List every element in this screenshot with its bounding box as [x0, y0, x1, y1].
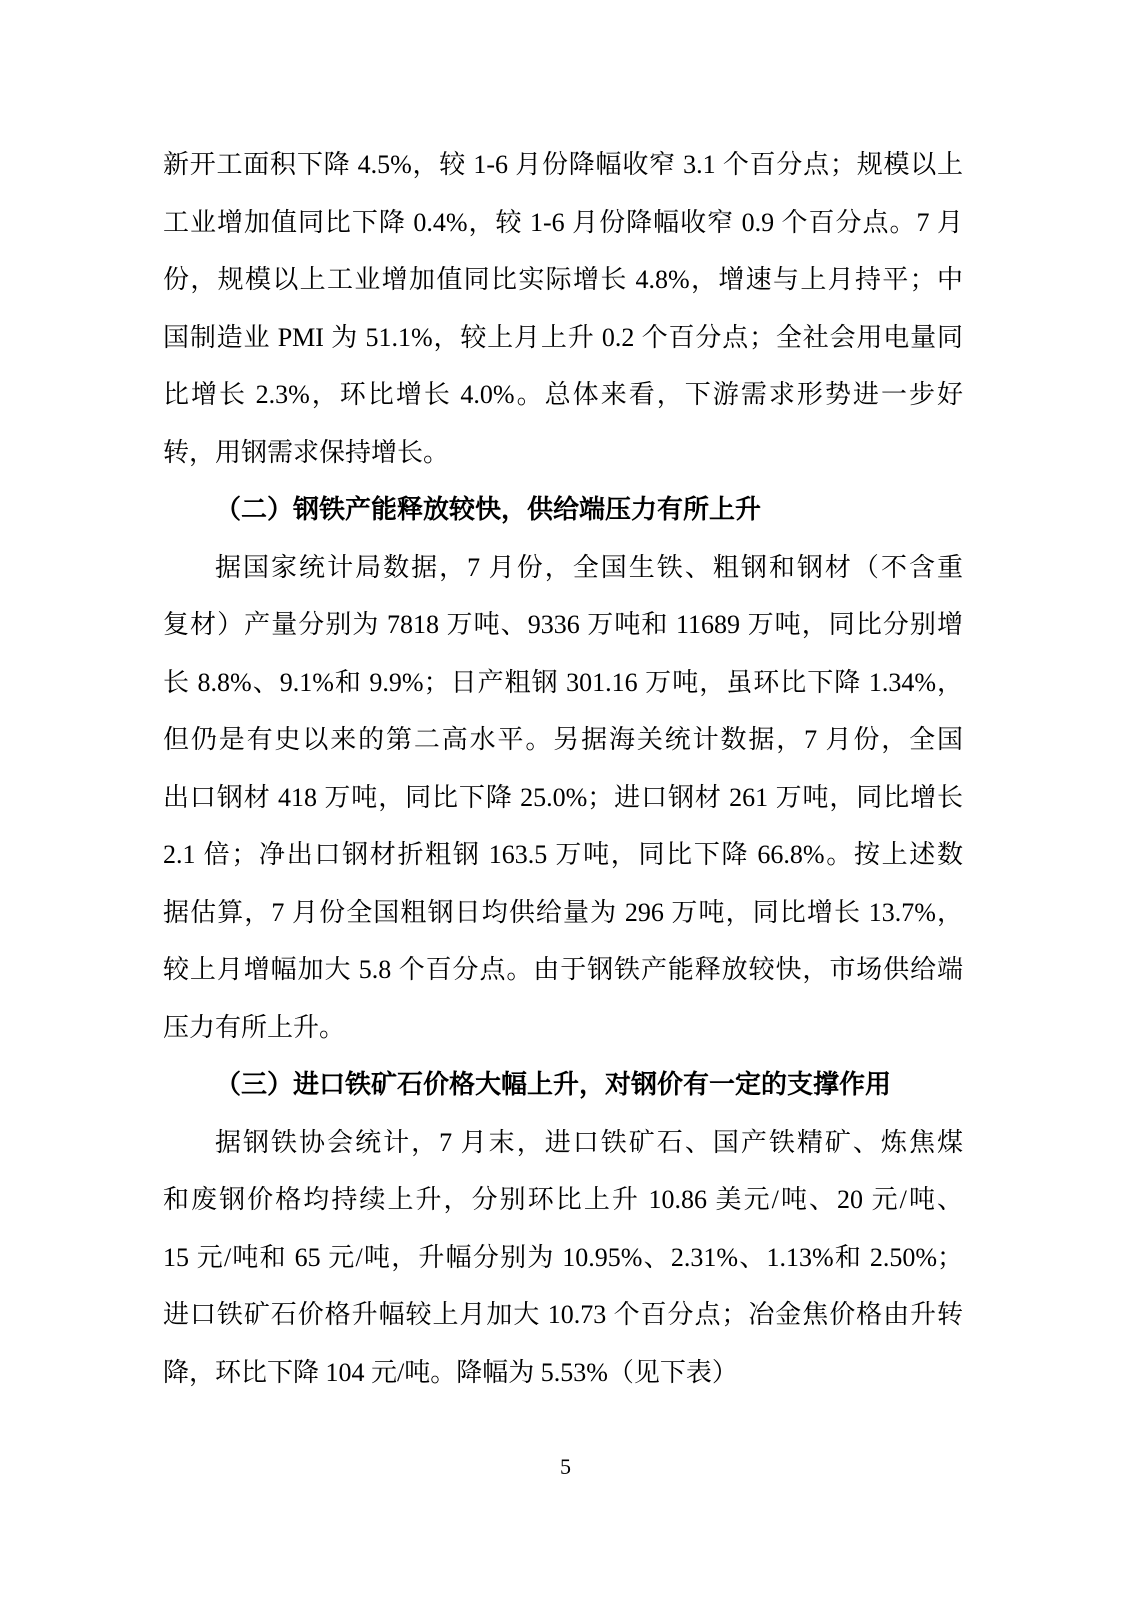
- text-line: 压力有所上升。: [163, 1012, 346, 1042]
- text-line: 出口钢材 418 万吨，同比下降 25.0%；进口钢材 261 万吨，同比增长: [163, 782, 963, 812]
- text-line: 降，环比下降 104 元/吨。降幅为 5.53%（见下表）: [163, 1357, 738, 1387]
- text-line: 转，用钢需求保持增长。: [163, 437, 450, 467]
- text-line: 新开工面积下降 4.5%，较 1-6 月份降幅收窄 3.1 个百分点；规模以上: [163, 150, 963, 179]
- document-body: [163, 136, 963, 1401]
- text-line: 长 8.8%、9.1%和 9.9%；日产粗钢 301.16 万吨，虽环比下降 1.34%，: [163, 667, 963, 697]
- text-line: 进口铁矿石价格升幅较上月加大 10.73 个百分点；冶金焦价格由升转: [163, 1300, 963, 1329]
- text-line: 据钢铁协会统计，7 月末，进口铁矿石、国产铁精矿、炼焦煤: [215, 1127, 963, 1157]
- text-line: 但仍是有史以来的第二高水平。另据海关统计数据，7 月份，全国: [163, 725, 963, 754]
- text-line: 份，规模以上工业增加值同比实际增长 4.8%，增速与上月持平；中: [163, 265, 963, 294]
- text-line: 复材）产量分别为 7818 万吨、9336 万吨和 11689 万吨，同比分别增: [163, 610, 963, 639]
- section-heading: （二）钢铁产能释放较快，供给端压力有所上升: [215, 495, 762, 524]
- text-line: 较上月增幅加大 5.8 个百分点。由于钢铁产能释放较快，市场供给端: [163, 955, 963, 984]
- text-line: 工业增加值同比下降 0.4%，较 1-6 月份降幅收窄 0.9 个百分点。7 月: [163, 207, 963, 237]
- text-line: 国制造业 PMI 为 51.1%，较上月上升 0.2 个百分点；全社会用电量同: [163, 322, 963, 352]
- text-line: 15 元/吨和 65 元/吨，升幅分别为 10.95%、2.31%、1.13%和 2.50%；: [163, 1242, 963, 1272]
- text-line: 2.1 倍；净出口钢材折粗钢 163.5 万吨，同比下降 66.8%。按上述数: [163, 840, 963, 869]
- text-line: 据估算，7 月份全国粗钢日均供给量为 296 万吨，同比增长 13.7%，: [163, 897, 963, 927]
- section-heading: （三）进口铁矿石价格大幅上升，对钢价有一定的支撑作用: [215, 1070, 892, 1099]
- text-line: 比增长 2.3%，环比增长 4.0%。总体来看，下游需求形势进一步好: [163, 380, 963, 409]
- page-number: 5: [560, 1454, 571, 1479]
- text-line: 据国家统计局数据，7 月份，全国生铁、粗钢和钢材（不含重: [215, 552, 963, 582]
- text-line: 和废钢价格均持续上升，分别环比上升 10.86 美元/吨、20 元/吨、: [163, 1185, 963, 1214]
